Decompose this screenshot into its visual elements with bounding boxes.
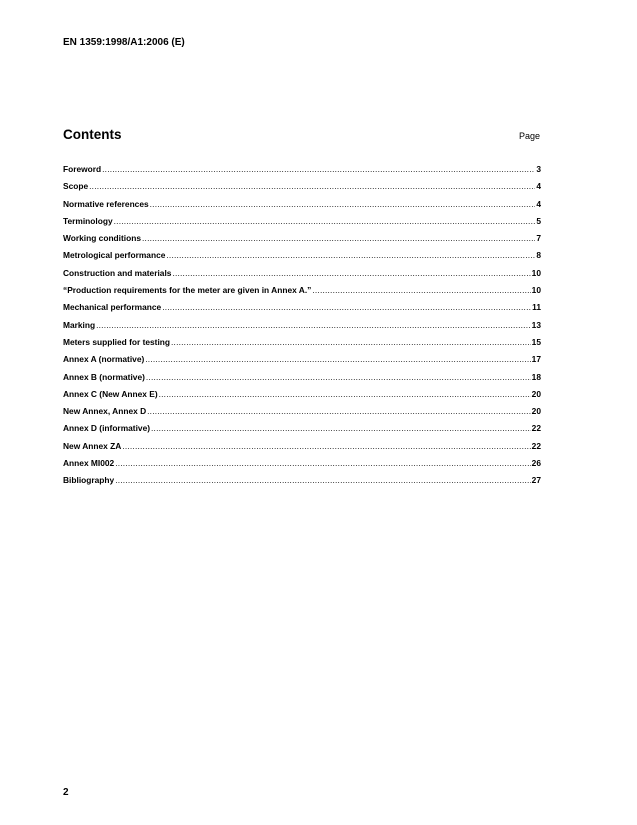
toc-entry-annex-a[interactable] <box>63 354 541 371</box>
toc-entry-title: Scope <box>63 181 89 192</box>
toc-entry-marking[interactable] <box>63 320 541 337</box>
toc-leader-dots <box>312 285 530 295</box>
toc-leader-dots <box>115 475 530 485</box>
toc-entry-title: Construction and materials <box>63 267 172 278</box>
toc-entry-title: Terminology <box>63 215 113 226</box>
toc-entry-title: Marking <box>63 319 96 330</box>
toc-leader-dots <box>142 233 535 243</box>
page-column-label: Page <box>518 131 540 141</box>
toc-entry-title: Annex B (normative) <box>63 371 145 382</box>
toc-entry-page: 11 <box>532 302 541 313</box>
toc-leader-dots <box>171 337 531 347</box>
toc-entry-page: 4 <box>536 181 541 192</box>
toc-entry-page: 7 <box>536 233 541 244</box>
toc-entry-production-requirements[interactable] <box>63 285 541 302</box>
toc-leader-dots <box>122 441 530 451</box>
toc-entry-bibliography[interactable] <box>63 475 541 492</box>
toc-entry-title: Annex D (informative) <box>63 423 151 434</box>
toc-entry-terminology[interactable] <box>63 216 541 233</box>
page-number: 2 <box>63 787 69 798</box>
toc-entry-construction-and-materials[interactable] <box>63 268 541 285</box>
toc-leader-dots <box>145 354 530 364</box>
toc-leader-dots <box>162 302 531 312</box>
toc-entry-page: 27 <box>531 475 541 486</box>
toc-entry-page: 18 <box>531 371 541 382</box>
toc-entry-meters-supplied-for-testing[interactable] <box>63 337 541 354</box>
document-id: EN 1359:1998/A1:2006 (E) <box>63 37 185 48</box>
toc-entry-title: Annex MI002 <box>63 458 115 469</box>
toc-entry-page: 22 <box>531 440 541 451</box>
toc-entry-annex-b[interactable] <box>63 372 541 389</box>
toc-entry-mechanical-performance[interactable] <box>63 302 541 319</box>
toc-entry-title: Annex C (New Annex E) <box>63 388 158 399</box>
toc-entry-foreword[interactable] <box>63 164 541 181</box>
toc-entry-title: Metrological performance <box>63 250 166 261</box>
toc-entry-normative-references[interactable] <box>63 199 541 216</box>
toc-entry-new-annex-za[interactable] <box>63 441 541 458</box>
toc-entry-metrological-performance[interactable] <box>63 250 541 267</box>
toc-entry-page: 20 <box>531 388 541 399</box>
toc-entry-title: Foreword <box>63 164 102 174</box>
toc-leader-dots <box>146 372 531 382</box>
toc-entry-title: New Annex ZA <box>63 440 122 451</box>
toc-entry-page: 20 <box>531 406 541 417</box>
toc-entry-page: 26 <box>531 458 541 469</box>
toc-leader-dots <box>159 389 531 399</box>
toc-entry-title: Mechanical performance <box>63 302 162 313</box>
toc-entry-page: 3 <box>536 164 541 174</box>
toc-entry-title: Meters supplied for testing <box>63 336 171 347</box>
toc-entry-page: 13 <box>531 319 541 330</box>
toc-entry-annex-c[interactable] <box>63 389 541 406</box>
toc-leader-dots <box>172 268 530 278</box>
toc-entry-title: Bibliography <box>63 475 115 486</box>
toc-entry-annex-mi002[interactable] <box>63 458 541 475</box>
toc-leader-dots <box>96 320 531 330</box>
toc-entry-page: 5 <box>536 215 541 226</box>
toc-leader-dots <box>151 423 531 433</box>
toc-entry-title: New Annex, Annex D <box>63 406 147 417</box>
toc-entry-title: Annex A (normative) <box>63 354 145 365</box>
toc-leader-dots <box>89 181 535 191</box>
toc-leader-dots <box>150 199 536 209</box>
toc-leader-dots <box>114 216 536 226</box>
toc-entry-working-conditions[interactable] <box>63 233 541 250</box>
toc-leader-dots <box>147 406 531 416</box>
toc-entry-title: “Production requirements for the meter are given in Annex A.” <box>63 285 312 296</box>
toc-entry-new-annex-d[interactable] <box>63 406 541 423</box>
toc-leader-dots <box>166 250 535 260</box>
toc-entry-page: 22 <box>531 423 541 434</box>
contents-heading: Contents <box>63 127 122 142</box>
toc-entry-title: Working conditions <box>63 233 142 244</box>
toc-entry-scope[interactable] <box>63 181 541 198</box>
toc-entry-annex-d-informative[interactable] <box>63 423 541 440</box>
toc-entry-title: Normative references <box>63 198 149 209</box>
toc-entry-page: 4 <box>536 198 541 209</box>
toc-leader-dots <box>115 458 530 468</box>
toc-entry-page: 17 <box>531 354 541 365</box>
toc-entry-page: 8 <box>536 250 541 261</box>
toc-entry-page: 15 <box>531 336 541 347</box>
table-of-contents <box>63 164 541 493</box>
toc-entry-page: 10 <box>531 285 541 296</box>
toc-leader-dots <box>102 164 535 174</box>
toc-entry-page: 10 <box>531 267 541 278</box>
